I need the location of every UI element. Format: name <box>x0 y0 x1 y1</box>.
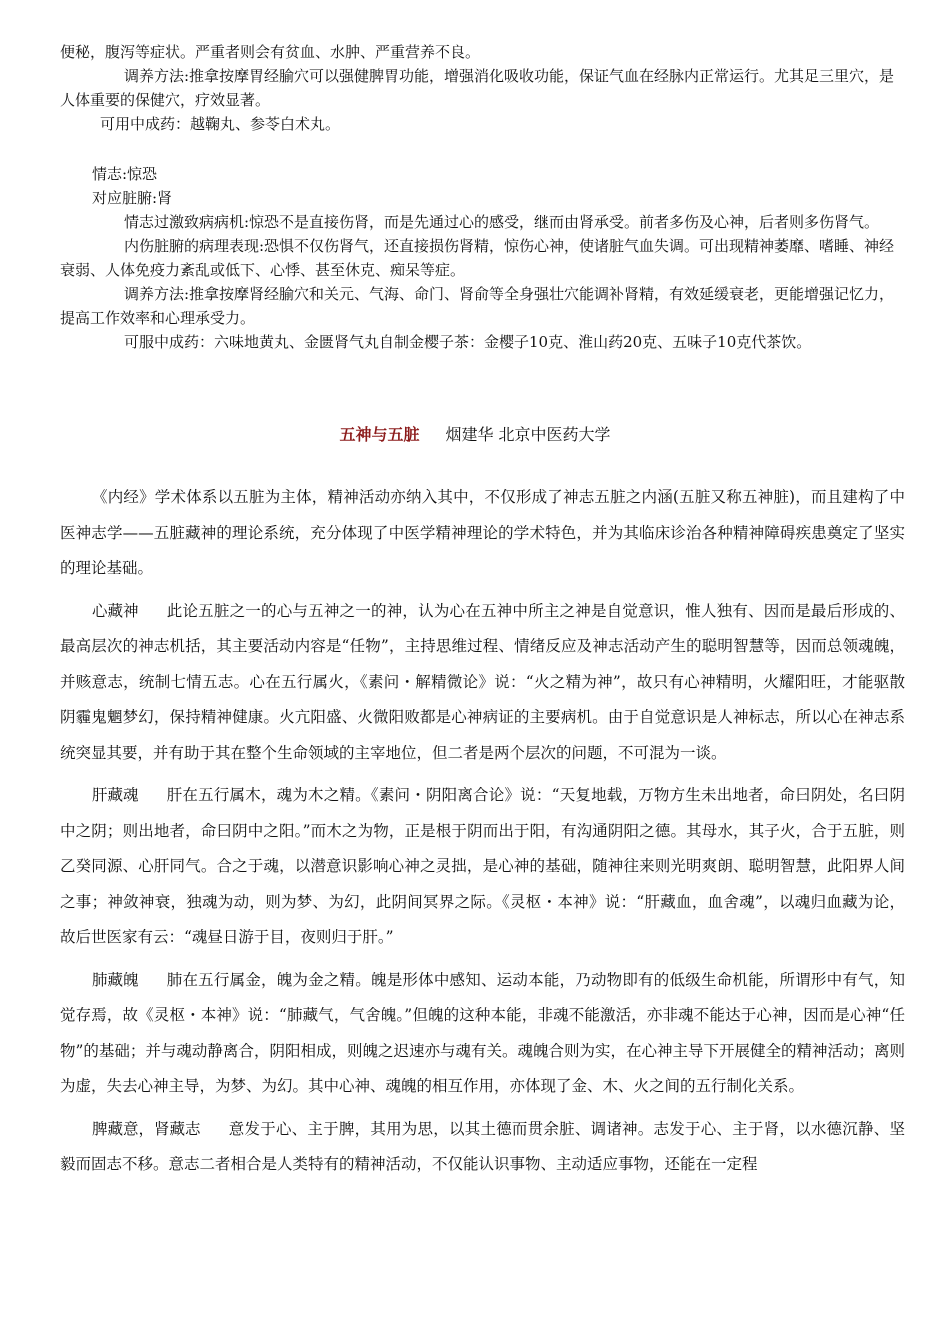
paragraph-emotion: 情志:惊恐 <box>92 165 158 183</box>
section-spleen-kidney <box>60 1112 905 1183</box>
paragraph-pathogenesis: 情志过激致病病机:惊恐不是直接伤肾，而是先通过心的感受，继而由肾承受。前者多伤及心神，后者则多伤肾气。 <box>124 213 880 231</box>
paragraph-organ: 对应脏腑:肾 <box>92 189 173 207</box>
article-header <box>0 423 950 447</box>
section-lung <box>60 963 905 1105</box>
paragraph-symptoms: 便秘，腹泻等症状。严重者则会有贫血、水肿、严重营养不良。 <box>60 43 481 61</box>
section-heart <box>60 594 905 772</box>
section-text: 肺在五行属金，魄为金之精。魄是形体中感知、运动本能，乃动物即有的低级生命机能，所谓形中有气，知觉存焉，故《灵枢・本神》说：“肺藏气，气舍魄。”但魄的这种本能，非魂不能激活，亦非魂不能达于心神，因而是心神“任物”的基础；并与魂动静离合，阴阳相成，则魄之迟速亦与魂有关。魂魄合则为实，在心神主导下开展健全的精神活动；离则为虚，失去心神主导，为梦、为幻。其中心神、魂魄的相互作用，亦体现了金、木、火之间的五行制化关系。 <box>60 970 905 1095</box>
section-text: 肝在五行属木，魂为木之精。《素问・阴阳离合论》说：“天复地载，万物方生未出地者，命曰阴处，名曰阴中之阴；则出地者，命曰阴中之阳。”而木之为物，正是根于阴而出于阳，有沟通阴阳之德。其母水，其子火，合于五脏，则乙癸同源、心肝同气。合之于魂，以潜意识影响心神之灵拙，是心神的基础，随神往来则光明爽朗、聪明智慧，此阳界人间之事；神敛神衰，独魂为动，则为梦、为幻，此阴间冥界之际。《灵枢・本神》说：“肝藏血，血舍魂”，以魂归血藏为论，故后世医家有云：“魂昼日游于目，夜则归于肝。” <box>60 786 905 946</box>
paragraph-kidney-care: 调养方法:推拿按摩肾经腧穴和关元、气海、命门、肾俞等全身强壮穴能调补肾精，有效延缓衰老，更能增强记忆力，提高工作效率和心理承受力。 <box>60 285 895 327</box>
section-heading: 肺藏魄 <box>92 970 139 989</box>
section-heading: 肝藏魂 <box>92 786 139 804</box>
section-heading: 脾藏意，肾藏志 <box>92 1119 201 1138</box>
article-title: 五神与五脏 <box>339 425 420 444</box>
paragraph-stomach-care: 调养方法:推拿按摩胃经腧穴可以强健脾胃功能，增强消化吸收功能，保证气血在经脉内正常运行。尤其足三里穴，是人体重要的保健穴，疗效显著。 <box>60 67 895 109</box>
paragraph-stomach-medicine: 可用中成药：越鞠丸、参苓白术丸。 <box>100 115 341 133</box>
section-text: 此论五脏之一的心与五神之一的神，认为心在五神中所主之神是自觉意识，惟人独有、因而是最后形成的、最高层次的神志机括，其主要活动内容是“任物”，主持思维过程、情绪反应及神志活动产生的聪明智慧等，因而总领魂魄，并赅意志，统制七情五志。心在五行属火，《素问・解精微论》说：“火之精为神”，故只有心神精明，火耀阳旺，才能驱散阴霾鬼魍梦幻，保持精神健康。火亢阳盛、火微阳败都是心神病证的主要病机。由于自觉意识是人神标志，所以心在神志系统突显其要，并有助于其在整个生命领域的主宰地位，但二者是两个层次的问题，不可混为一谈。 <box>60 601 905 762</box>
top-section <box>60 40 900 354</box>
article-author: 烟建华 北京中医药大学 <box>445 425 611 444</box>
article-body <box>60 480 905 1190</box>
section-liver <box>60 778 905 956</box>
section-heading: 心藏神 <box>92 601 139 620</box>
paragraph-intro: 《内经》学术体系以五脏为主体，精神活动亦纳入其中，不仅形成了神志五脏之内涵(五脏又称五神脏)，而且建构了中医神志学——五脏藏神的理论系统，充分体现了中医学精神理论的学术特色，并为其临床诊治各种精神障碍疾患奠定了坚实的理论基础。 <box>60 488 905 577</box>
spacer <box>60 136 900 162</box>
paragraph-pathology: 内伤脏腑的病理表现:恐惧不仅伤肾气，还直接损伤肾精，惊伤心神，使诸脏气血失调。可出现精神萎靡、嗜睡、神经衰弱、人体免疫力紊乱或低下、心悸、甚至休克、痴呆等症。 <box>60 237 895 279</box>
paragraph-kidney-medicine: 可服中成药：六味地黄丸、金匮肾气丸自制金樱子茶：金樱子10克、淮山药20克、五味子10克代茶饮。 <box>124 333 812 351</box>
section-text: 意发于心、主于脾，其用为思，以其土德而贯余脏、调诸神。志发于心、主于肾，以水德沉静、坚毅而固志不移。意志二者相合是人类特有的精神活动，不仅能认识事物、主动适应事物，还能在一定程 <box>60 1119 905 1173</box>
